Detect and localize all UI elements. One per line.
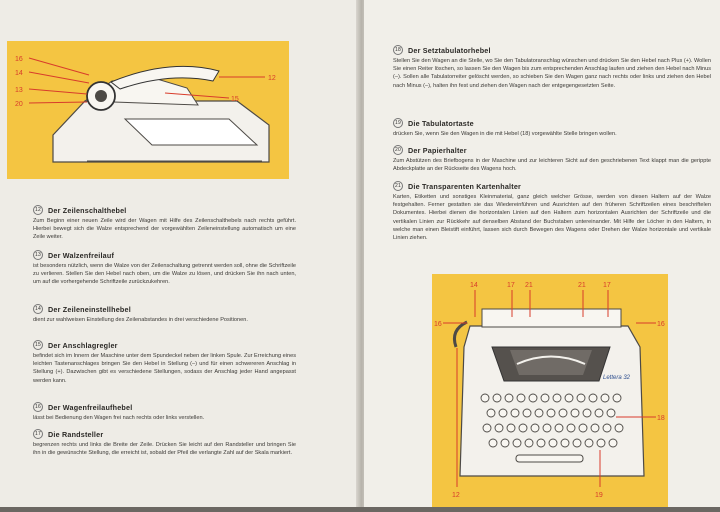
section-text: Stellen Sie den Wagen an die Stelle, wo Sie den Tabulatoranschlag wünschen und drücken Sie den Hebel nach Plus (+). Wollen Sie einen Reiter löschen, so lassen Sie den Wagen bis zum entsprechenden Anschlag laufen und ziehen den Hebel nach Minus (–). Sollen alle Tabulatorreiter gelöscht werden, so schieben Sie den Wagen ganz nach rechts oder links und ziehen den Hebel nach Minus (–), halten ihn fest und ziehen den Wagen nach der entgegengesetzten Seite. — [393, 58, 711, 89]
section-12 — [33, 205, 296, 242]
side-view-typewriter — [7, 41, 289, 179]
section-number: 15 — [33, 340, 43, 350]
section-number: 16 — [33, 402, 43, 412]
section-number: 14 — [33, 304, 43, 314]
callout-13: 13 — [15, 87, 23, 94]
section-16 — [33, 402, 296, 422]
section-title: Der Setztabulatorhebel — [408, 45, 491, 55]
section-number: 20 — [393, 145, 403, 155]
right-page — [364, 0, 720, 507]
section-text: Karten, Etiketten und sonstiges Kleinmaterial, ganz gleich welcher Grösse, werden von diesen Haltern auf der Walze festgehalten. Ferner gestatten sie das Wiedereinführen und Ausrichten auf den früheren Schriftzeilen eines beschriftelen Dokumentes. Hierbei dienen die horizontalen Linien auf den Haltern zum horizontalen Ausrichten der Schriftzeile und die vertikalen Linien zur Rückkehr auf denselben Abstand der Buchstaben untereinander. Mit Hilfe der Löcher in den Haltern, in welche man einen Bleistift einführt, lassen sich durch Bewegen des Wagens oder Drehen der Walze horizontale und vertikale Linien ziehen. — [393, 194, 711, 242]
left-page — [0, 0, 360, 507]
callout-21: 21 — [525, 282, 533, 289]
section-text: dient zur wahlweisen Einstellung des Zeilenabstandes in drei verschiedene Positionen. — [33, 317, 248, 323]
section-text: Zum Beginn einer neuen Zeile wird der Wagen mit Hilfe des Zeilenschalthebels nach rechts geführt. Hierbei bewegt sich die Walze entsprechend der vorgewählten Zeileneinstellung automatisch um eine Zeile weiter. — [33, 218, 296, 241]
callout-15: 15 — [231, 96, 239, 103]
section-text: befindet sich im Innern der Maschine unter dem Spundeckel neben der linken Spule. Zur Erreichung eines leichten Tastenanschlages bringen Sie den Hebel in Stellung (–) und für einen schwereren Anschlag in Stellung (+). Dazwischen gibt es verschiedene Stellungen, sodass der Anschlag jeder Hand angepasst werden kann. — [33, 353, 296, 384]
side-view-illustration — [7, 41, 289, 179]
callout-21: 21 — [578, 282, 586, 289]
section-text: ist besonders nützlich, wenn die Walze von der Zeilenschaltung getrennt werden soll, ohne die Schriftzeile zu verlieren. Stellen Sie den Hebel nach oben, um die Walze zu lösen, und drücken Sie ihn nach unten, um auf die vorhergehende Schriftzeile zurückzukehren. — [33, 263, 296, 286]
section-number: 19 — [393, 118, 403, 128]
callout-16: 16 — [15, 56, 23, 63]
section-number: 18 — [393, 45, 403, 55]
section-15 — [33, 340, 296, 385]
section-19 — [393, 118, 711, 138]
section-title: Die Randsteller — [48, 429, 104, 439]
section-title: Der Wagenfreilaufhebel — [48, 402, 133, 412]
front-view-illustration — [432, 274, 668, 507]
brand-logo: Lettera 32 — [603, 375, 631, 381]
callout-20: 20 — [15, 101, 23, 108]
section-title: Der Walzenfreilauf — [48, 250, 115, 260]
section-14 — [33, 304, 296, 324]
section-title: Die Transparenten Kartenhalter — [408, 181, 522, 191]
section-number: 12 — [33, 205, 43, 215]
section-text: begrenzen rechts und links die Breite der Zeile. Drücken Sie leicht auf den Randsteller und bringen Sie ihn in die gewünschte Stellung, die erreicht ist, sobald der Pfeil die verlangte Zahl auf der Skala markiert. — [33, 442, 296, 457]
section-text: lässt bei Bedienung den Wagen frei nach rechts oder links verstellen. — [33, 415, 205, 421]
section-title: Der Anschlagregler — [48, 340, 118, 350]
section-13 — [33, 250, 296, 287]
section-title: Der Zeilenschalthebel — [48, 205, 127, 215]
section-title: Die Tabulatortaste — [408, 118, 474, 128]
callout-17: 17 — [507, 282, 515, 289]
callout-12: 12 — [268, 75, 276, 82]
section-20 — [393, 145, 711, 173]
section-21 — [393, 181, 711, 242]
callout-16: 16 — [434, 321, 442, 328]
section-title: Der Papierhalter — [408, 145, 467, 155]
callout-14: 14 — [470, 282, 478, 289]
callout-18: 18 — [657, 415, 665, 422]
section-text: drücken Sie, wenn Sie den Wagen in die mit Hebel (18) vorgewählte Stelle bringen wollen. — [393, 131, 617, 137]
callout-12: 12 — [452, 492, 460, 499]
section-title: Der Zeileneinstellhebel — [48, 304, 131, 314]
callout-14: 14 — [15, 70, 23, 77]
callout-17: 17 — [603, 282, 611, 289]
callout-16: 16 — [657, 321, 665, 328]
section-number: 13 — [33, 250, 43, 260]
front-view-typewriter — [432, 274, 668, 507]
callout-19: 19 — [595, 492, 603, 499]
section-number: 17 — [33, 429, 43, 439]
section-18 — [393, 45, 711, 90]
section-number: 21 — [393, 181, 403, 191]
section-text: Zum Abstützen des Briefbogens in der Maschine und zur leichteren Sicht auf den geschriebenen Text klappt man die gerippte Abdeckplatte an der Rückseite des Wagens hoch. — [393, 158, 711, 173]
section-17 — [33, 429, 296, 457]
